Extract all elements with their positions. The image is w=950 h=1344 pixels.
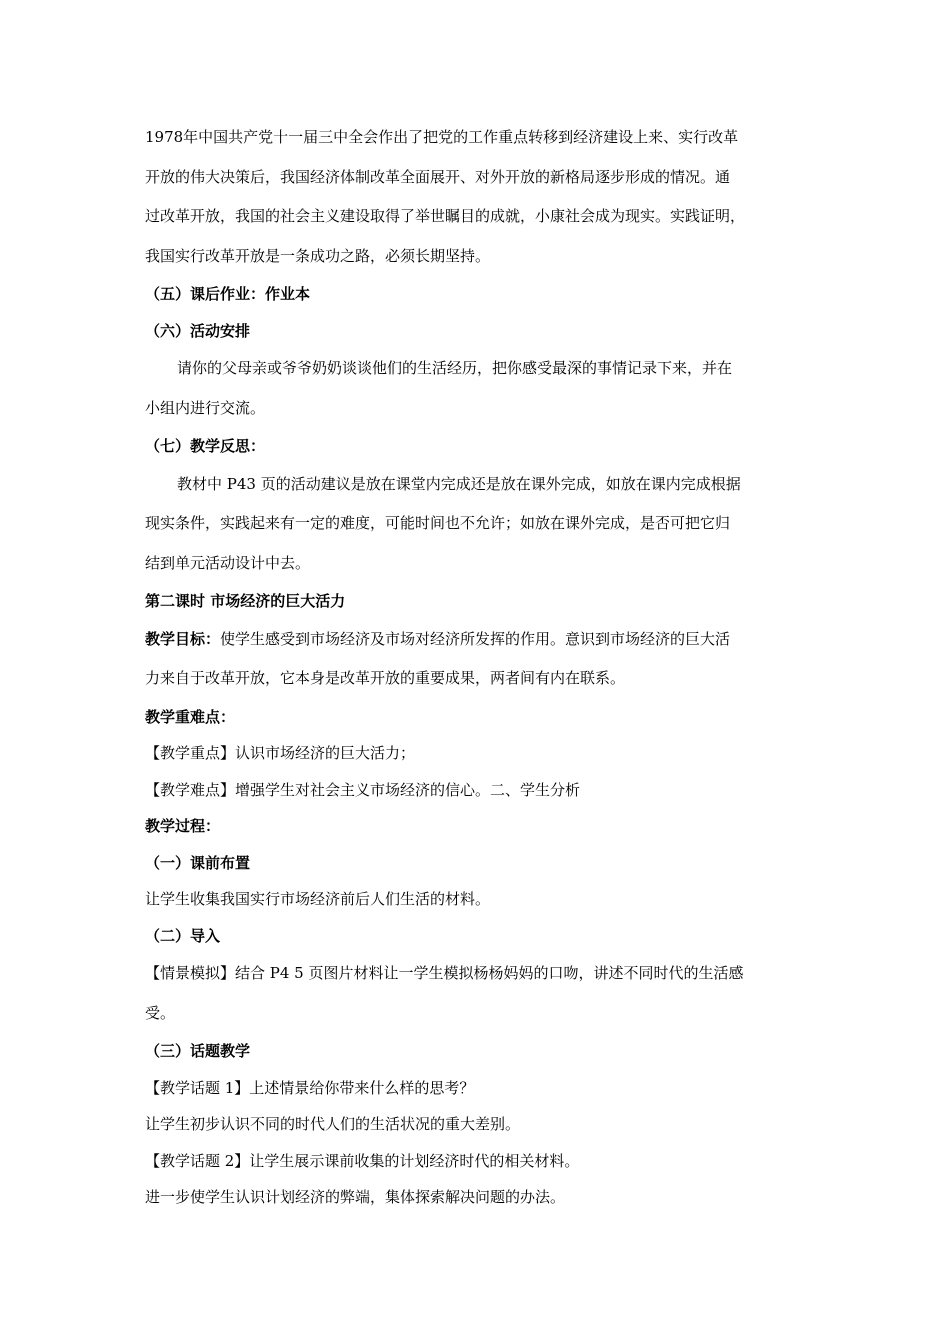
paragraph-line: 开放的伟大决策后，我国经济体制改革全面展开、对外开放的新格局逐步形成的情况。通 bbox=[145, 167, 731, 186]
section-heading: 教学重难点： bbox=[145, 707, 236, 726]
paragraph-line: 现实条件，实践起来有一定的难度，可能时间也不允许；如放在课外完成，是否可把它归 bbox=[145, 514, 731, 532]
paragraph-line: 受。 bbox=[145, 1003, 176, 1022]
paragraph-line: 1978年中国共产党十一届三中全会作出了把党的工作重点转移到经济建设上来、实行改革 bbox=[145, 128, 739, 146]
paragraph-line: 让学生初步认识不同的时代人们的生活状况的重大差别。 bbox=[145, 1115, 521, 1133]
paragraph-line: 过改革开放，我国的社会主义建设取得了举世瞩目的成就，小康社会成为现实。实践证明， bbox=[145, 207, 746, 225]
paragraph-line: 【情景模拟】结合 P4 5 页图片材料让一学生模拟杨杨妈妈的口吻，讲述不同时代的生活感 bbox=[145, 964, 744, 982]
label-teaching-goal: 教学目标： bbox=[145, 629, 221, 648]
lesson-title: 第二课时 市场经济的巨大活力 bbox=[145, 592, 346, 610]
paragraph-line: 让学生收集我国实行市场经济前后人们生活的材料。 bbox=[145, 890, 491, 908]
document-page bbox=[145, 118, 820, 1216]
paragraph-line: 结到单元活动设计中去。 bbox=[145, 553, 311, 572]
section-heading: （七）教学反思： bbox=[145, 437, 266, 455]
paragraph-line: 请你的父母亲或爷爷奶奶谈谈他们的生活经历，把你感受最深的事情记录下来，并在 bbox=[177, 359, 733, 377]
section-heading: （一）课前布置 bbox=[145, 853, 251, 872]
section-heading: （二）导入 bbox=[145, 926, 221, 945]
section-heading: （三）话题教学 bbox=[145, 1042, 251, 1060]
section-heading: （五）课后作业：作业本 bbox=[145, 285, 311, 303]
paragraph-line: 【教学话题 2】让学生展示课前收集的计划经济时代的相关材料。 bbox=[145, 1151, 580, 1170]
paragraph-line: 我国实行改革开放是一条成功之路，必须长期坚持。 bbox=[145, 246, 491, 265]
section-heading: 教学过程： bbox=[145, 817, 221, 835]
paragraph-line: 【教学话题 1】上述情景给你带来什么样的思考？ bbox=[145, 1078, 475, 1097]
paragraph-line bbox=[145, 620, 820, 660]
paragraph-line: 教材中 P43 页的活动建议是放在课堂内完成还是放在课外完成，如放在课内完成根据 bbox=[177, 474, 741, 493]
section-heading: （六）活动安排 bbox=[145, 321, 251, 340]
paragraph-line: 力来自于改革开放，它本身是改革开放的重要成果，两者间有内在联系。 bbox=[145, 669, 626, 687]
paragraph-line: 【教学难点】增强学生对社会主义市场经济的信心。二、学生分析 bbox=[145, 780, 581, 799]
paragraph-line: 小组内进行交流。 bbox=[145, 398, 266, 417]
paragraph-text: 使学生感受到市场经济及市场对经济所发挥的作用。意识到市场经济的巨大活 bbox=[220, 629, 731, 648]
paragraph-line: 进一步使学生认识计划经济的弊端，集体探索解决问题的办法。 bbox=[145, 1188, 566, 1206]
paragraph-line: 【教学重点】认识市场经济的巨大活力； bbox=[145, 744, 416, 762]
